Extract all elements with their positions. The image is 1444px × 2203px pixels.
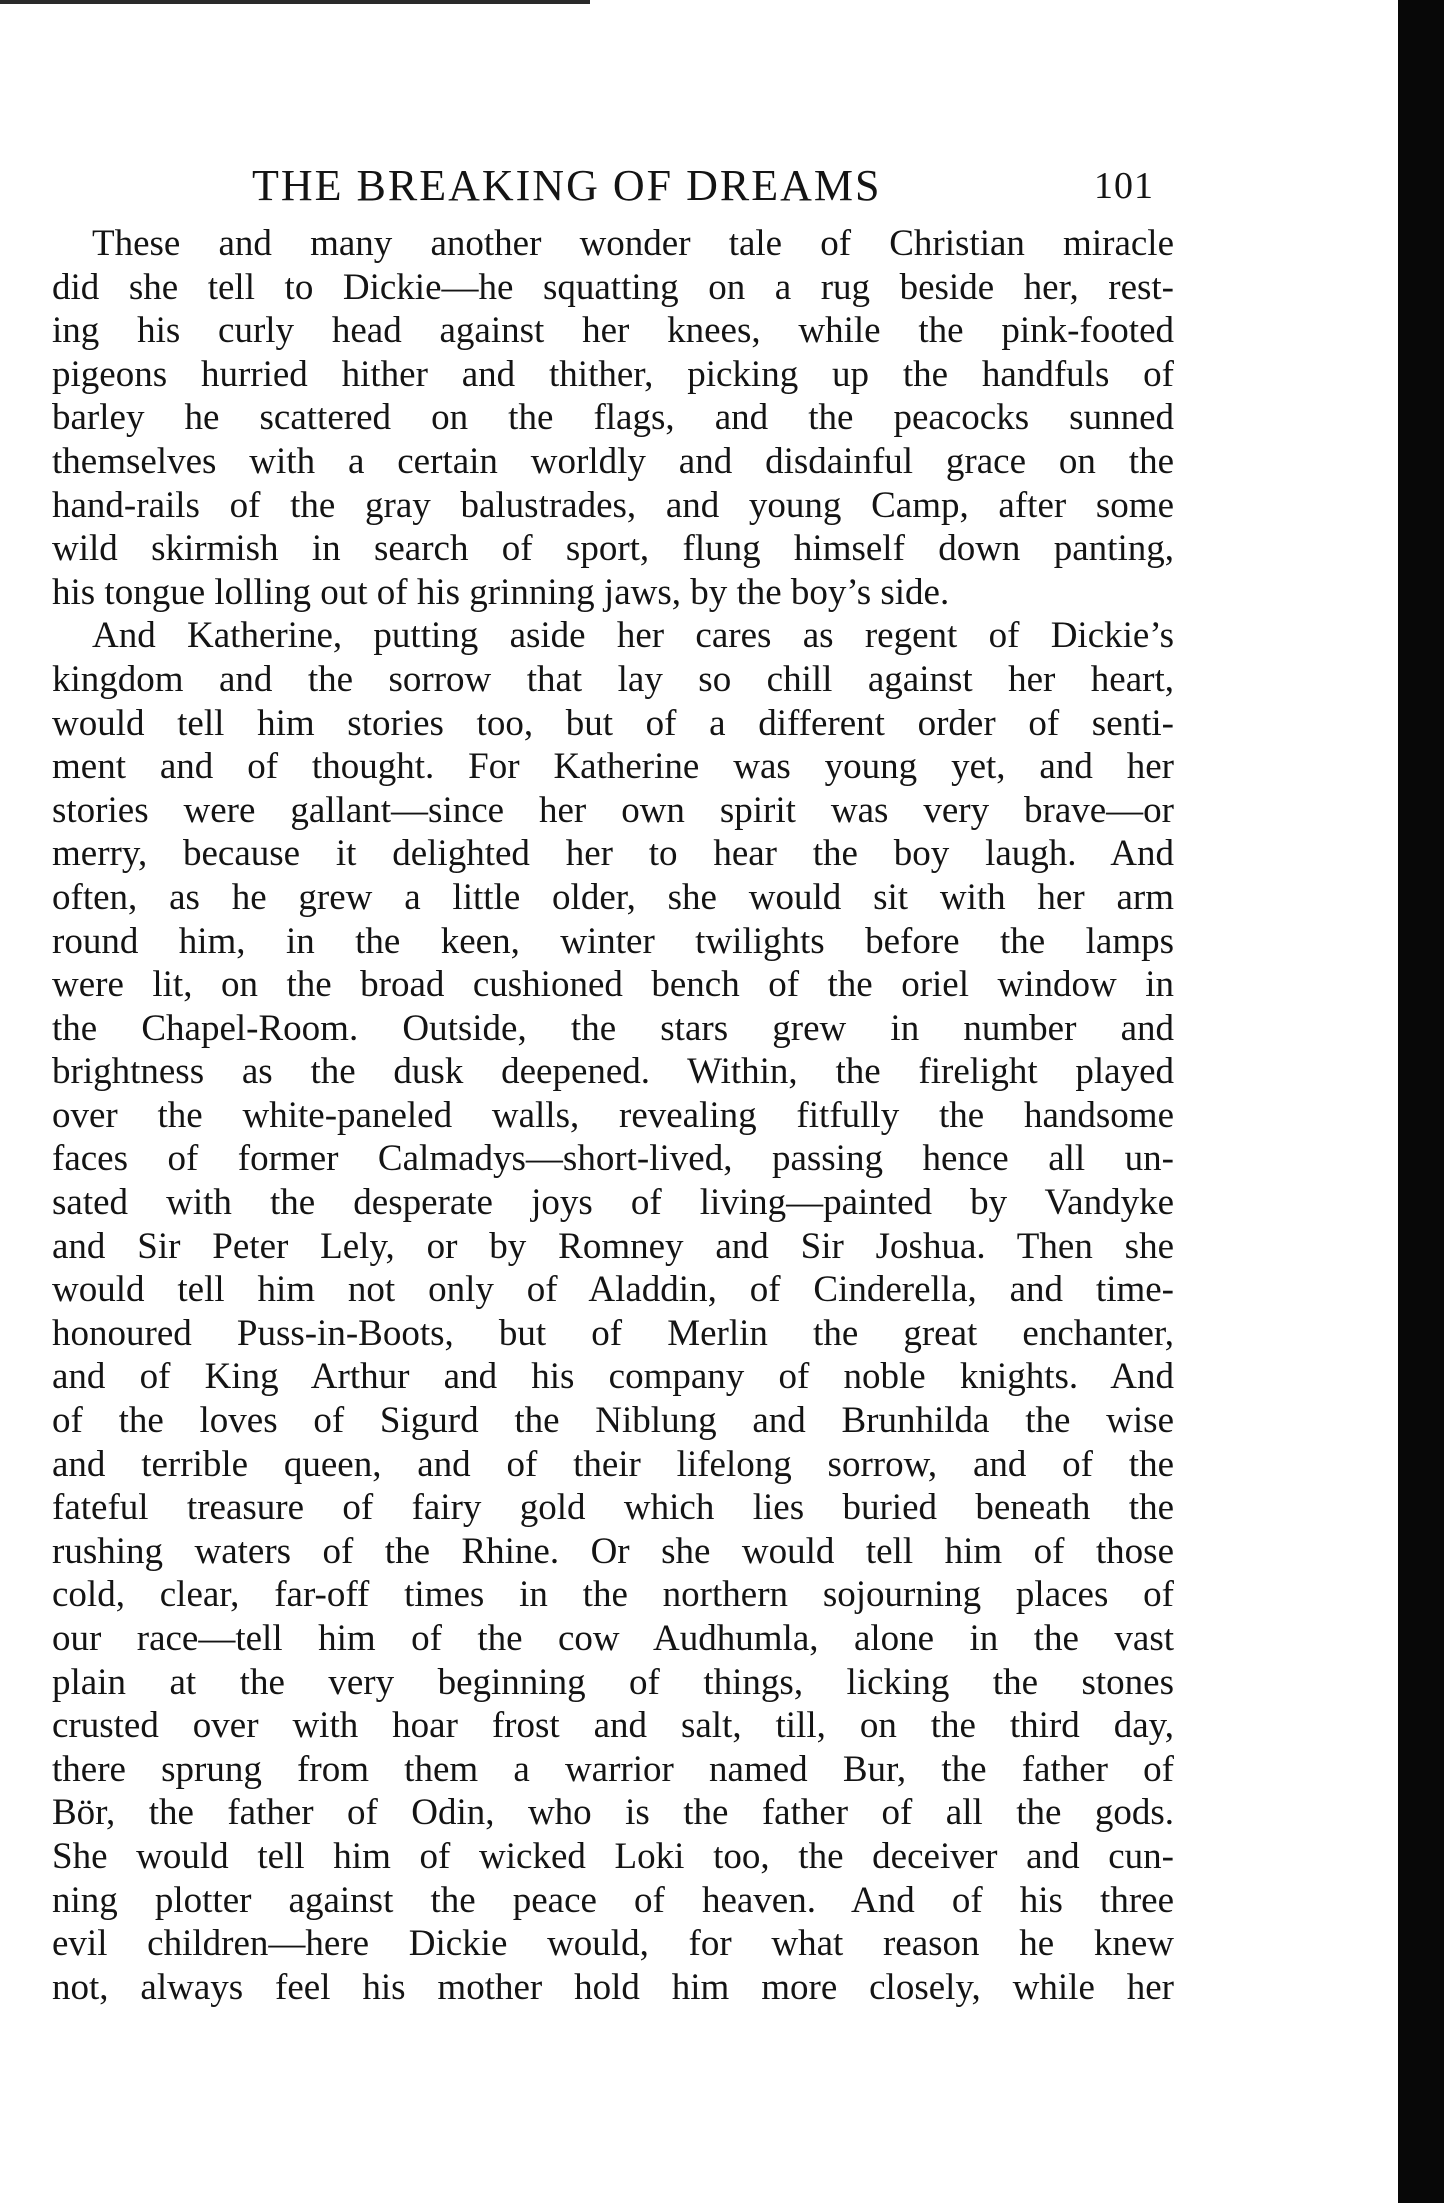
text-line: honoured Puss-in-Boots, but of Merlin the great enchanter, bbox=[52, 1312, 1174, 1354]
top-rule bbox=[0, 0, 590, 4]
page-number: 101 bbox=[1094, 165, 1154, 207]
text-line: pigeons hurried hither and thither, picking up the handfuls of bbox=[52, 353, 1174, 395]
text-line: and of King Arthur and his company of noble knights. And bbox=[52, 1356, 1174, 1398]
text-line: there sprung from them a warrior named Bur, the father of bbox=[52, 1748, 1174, 1790]
text-line: plain at the very beginning of things, licking the stones bbox=[52, 1661, 1174, 1703]
text-line: merry, because it delighted her to hear the boy laugh. And bbox=[52, 833, 1174, 875]
running-head bbox=[52, 150, 1174, 220]
text-line: hand-rails of the gray balustrades, and young Camp, after some bbox=[52, 484, 1174, 526]
book-page bbox=[52, 150, 1174, 2009]
text-line: She would tell him of wicked Loki too, the deceiver and cun- bbox=[52, 1835, 1174, 1877]
text-line: kingdom and the sorrow that lay so chill against her heart, bbox=[52, 658, 1174, 700]
text-line: did she tell to Dickie—he squatting on a rug beside her, rest- bbox=[52, 266, 1174, 308]
text-line: were lit, on the broad cushioned bench of the oriel window in bbox=[52, 964, 1174, 1006]
text-line: themselves with a certain worldly and disdainful grace on the bbox=[52, 440, 1174, 482]
text-line: And Katherine, putting aside her cares as regent of Dickie’s bbox=[92, 615, 1174, 657]
text-line: not, always feel his mother hold him more closely, while her bbox=[52, 1966, 1174, 2008]
text-line: crusted over with hoar frost and salt, till, on the third day, bbox=[52, 1705, 1174, 1747]
text-line: stories were gallant—since her own spirit was very brave—or bbox=[52, 789, 1174, 831]
text-line: brightness as the dusk deepened. Within, the firelight played bbox=[52, 1051, 1174, 1093]
text-line: his tongue lolling out of his grinning jaws, by the boy’s side. bbox=[52, 571, 950, 613]
text-line: evil children—here Dickie would, for what reason he knew bbox=[52, 1923, 1174, 1965]
text-line: Bör, the father of Odin, who is the father of all the gods. bbox=[52, 1792, 1174, 1834]
running-title: THE BREAKING OF DREAMS bbox=[252, 161, 882, 210]
text-line: sated with the desperate joys of living—painted by Vandyke bbox=[52, 1182, 1174, 1224]
text-line: would tell him stories too, but of a different order of senti- bbox=[52, 702, 1174, 744]
text-line: and Sir Peter Lely, or by Romney and Sir Joshua. Then she bbox=[52, 1225, 1174, 1267]
text-line: our race—tell him of the cow Audhumla, alone in the vast bbox=[52, 1618, 1174, 1659]
text-line: wild skirmish in search of sport, flung himself down panting, bbox=[52, 528, 1174, 570]
text-line: over the white-paneled walls, revealing fitfully the handsome bbox=[52, 1094, 1174, 1136]
text-line: and terrible queen, and of their lifelong sorrow, and of the bbox=[52, 1443, 1174, 1485]
text-line: the Chapel-Room. Outside, the stars grew in number and bbox=[52, 1007, 1174, 1049]
text-line: barley he scattered on the flags, and the peacocks sunned bbox=[52, 397, 1174, 439]
text-line: of the loves of Sigurd the Niblung and Brunhilda the wise bbox=[52, 1400, 1174, 1442]
text-line: often, as he grew a little older, she would sit with her arm bbox=[52, 876, 1174, 918]
text-line: would tell him not only of Aladdin, of Cinderella, and time- bbox=[52, 1269, 1174, 1311]
text-line: ing his curly head against her knees, while the pink-footed bbox=[52, 310, 1174, 352]
text-line: cold, clear, far-off times in the northern sojourning places of bbox=[52, 1574, 1174, 1616]
text-line: fateful treasure of fairy gold which lies buried beneath the bbox=[52, 1487, 1174, 1529]
text-line: rushing waters of the Rhine. Or she would tell him of those bbox=[52, 1530, 1174, 1572]
body-text bbox=[52, 222, 1174, 2009]
page-edge-shadow bbox=[1398, 0, 1444, 2203]
text-line: ment and of thought. For Katherine was young yet, and her bbox=[52, 746, 1174, 788]
text-line: These and many another wonder tale of Christian miracle bbox=[92, 223, 1174, 264]
text-line: faces of former Calmadys—short-lived, passing hence all un- bbox=[52, 1138, 1174, 1180]
text-line: ning plotter against the peace of heaven. And of his three bbox=[52, 1879, 1174, 1921]
text-line: round him, in the keen, winter twilights before the lamps bbox=[52, 920, 1174, 962]
